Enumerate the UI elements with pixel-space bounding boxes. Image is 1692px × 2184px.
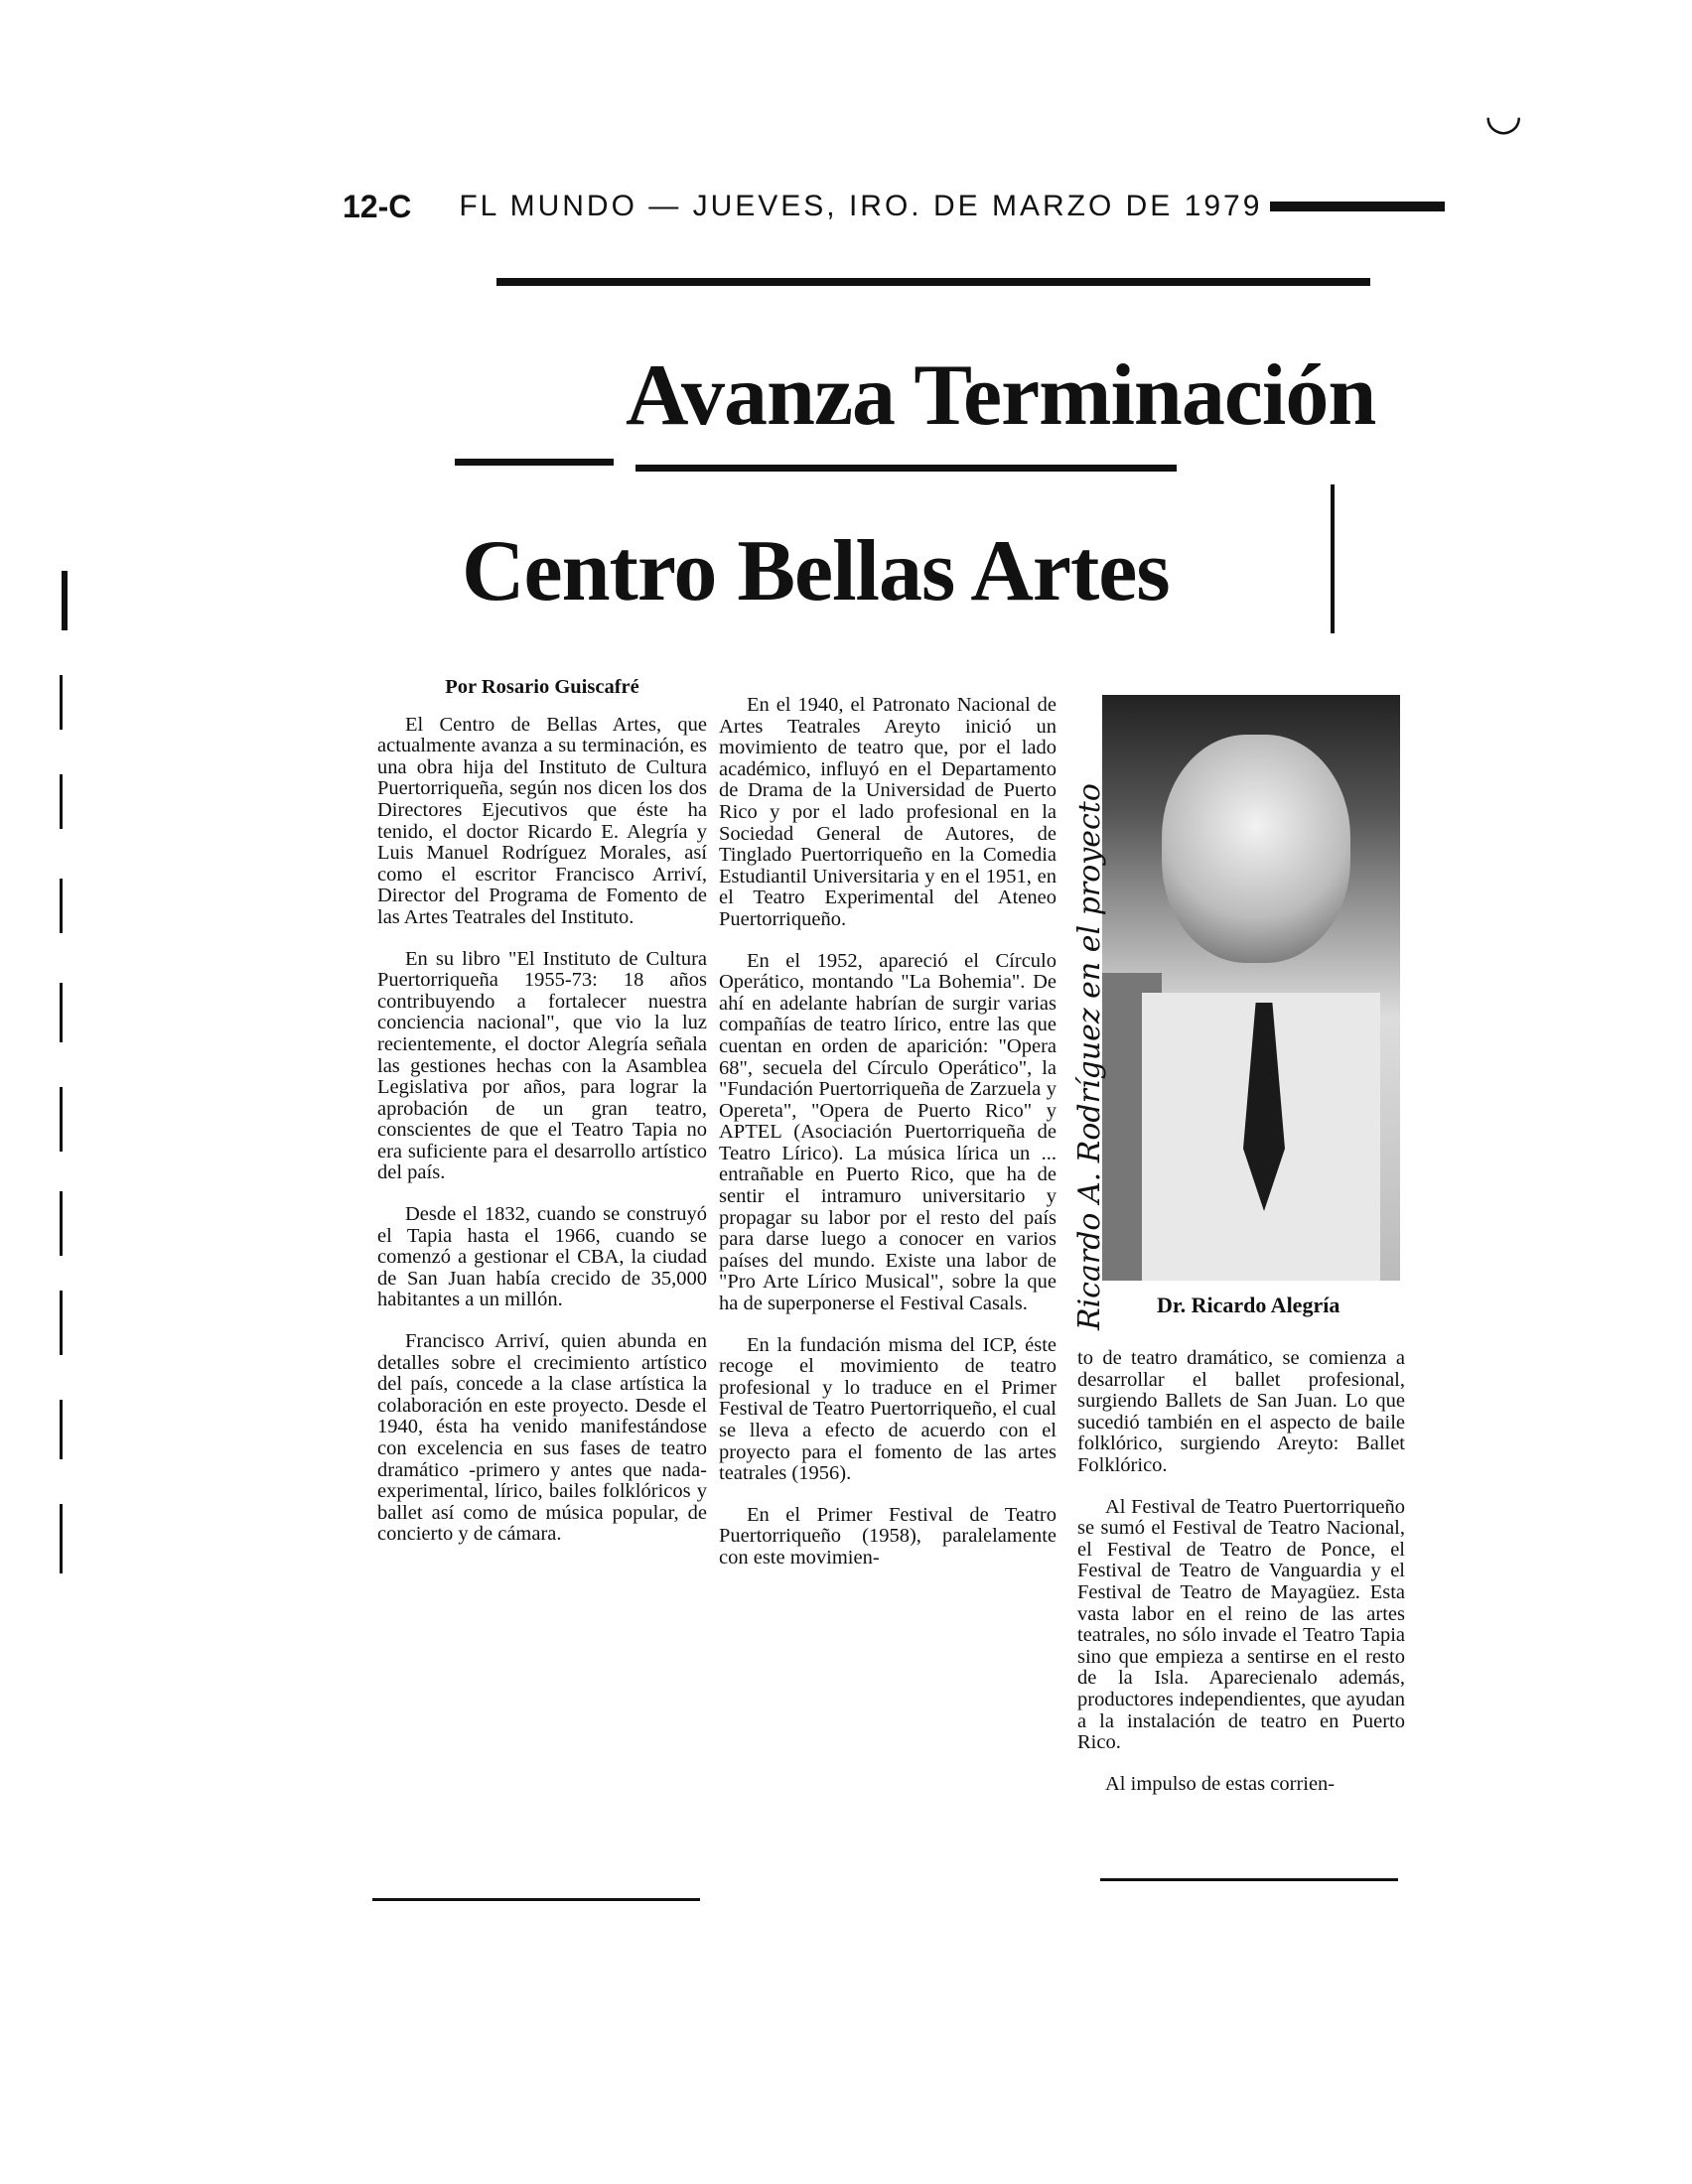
scan-mark <box>60 1087 63 1152</box>
paragraph: En el 1940, el Patronato Nacional de Artes Teatrales Areyto inició un movimiento de teatro que, por el lado académico, influyó en el Departamento de Drama de la Universidad de Puerto Rico y por el lado profesional en la Sociedad General de Autores, de Tinglado Puertorriqueño en la Comedia Estudiantil Universitaria y en el 1951, en el Teatro Experimental del Ateneo Puertorriqueño. <box>719 694 1057 930</box>
paragraph: Al Festival de Teatro Puertorriqueño se sumó el Festival de Teatro Nacional, el Festival de Teatro de Ponce, el Festival de Teatro de Vanguardia y el Festival de Teatro de Mayagüez. Esta vasta labor en el reino de las artes teatrales, no sólo invade el Teatro Tapia sino que empieza a sentirse en el resto de la Isla. Aparecienalo además, productores independientes, que ayudan a la instalación de teatro en Puerto Rico. <box>1077 1495 1405 1754</box>
masthead-title: FL MUNDO — JUEVES, IRO. DE MARZO DE 1979 <box>459 190 1263 222</box>
scan-mark <box>60 879 63 933</box>
scan-mark <box>62 571 68 630</box>
paragraph: Al impulso de estas corrien- <box>1105 1772 1336 1795</box>
paragraph: El Centro de Bellas Artes, que actualmente avanza a su terminación, es una obra hija del Instituto de Cultura Puertorriqueña, según nos dicen los dos Directores Ejecutivos que éste ha tenido, el doctor Ricardo E. Alegría y Luis Manuel Rodríguez Morales, así como el escritor Francisco Arriví, Director del Programa de Fomento de las Artes Teatrales del Instituto. <box>377 713 707 928</box>
scan-mark <box>60 774 63 829</box>
column3-bottom-rule <box>1100 1878 1398 1881</box>
headline-line1: Avanza Terminación <box>626 347 1376 444</box>
scan-mark <box>60 1291 63 1355</box>
page-number: 12-C <box>343 188 412 224</box>
handwritten-note-text: Ricardo A. Rodríguez en el proyecto <box>1072 783 1107 1330</box>
scan-mark <box>60 1400 63 1459</box>
masthead-rule <box>1270 202 1445 211</box>
photo-head <box>1162 735 1350 963</box>
paragraph: Desde el 1832, cuando se construyó el Tapia hasta el 1966, cuando se comenzó a gestionar el CBA, la ciudad de San Juan había crecido de 35,000 habitantes a un millón. <box>377 1203 707 1311</box>
article-column-1 <box>377 677 707 1546</box>
article-column-3 <box>1077 1348 1405 1795</box>
article-column-2 <box>719 695 1057 1570</box>
paragraph: En la fundación misma del ICP, éste recoge el movimiento de teatro profesional y lo traduce en el Primer Festival de Teatro Puertorriqueño, el cual se lleva a efecto de acuerdo con el proyecto para el fomento de las artes teatrales (1956). <box>719 1333 1057 1485</box>
paragraph: Francisco Arriví, quien abunda en detalles sobre el crecimiento artístico del país, concede a la clase artística la colaboración en este proyecto. Desde el 1940, ésta ha venido manifestándose con excelencia en sus fases de teatro dramático -primero y antes que nada-experimental, lírico, bailes folklóricos y ballet así como de música popular, de concierto y de cámara. <box>377 1330 707 1546</box>
smiley-doodle-icon: ◡ <box>1484 89 1523 140</box>
headline-rule-main <box>635 465 1177 472</box>
headline-rule-left <box>455 459 614 466</box>
scan-mark <box>60 1191 63 1256</box>
masthead <box>343 185 1445 228</box>
scan-mark <box>60 675 63 730</box>
paragraph: En su libro "El Instituto de Cultura Puertorriqueña 1955-73: 18 años contribuyendo a fortalecer nuestra conciencia nacional", que vio la luz recientemente, el doctor Alegría señala las gestiones hechas con la Asamblea Legislativa por años, para lograr la aprobación de un gran teatro, conscientes de que el Teatro Tapia no era suficiente para el desarrollo artístico del país. <box>377 947 707 1184</box>
paragraph: En el Primer Festival de Teatro Puertorriqueño (1958), paralelamente con este movimien- <box>719 1503 1057 1569</box>
handwritten-note <box>1072 783 1112 1330</box>
byline: Por Rosario Guiscafré <box>445 676 639 698</box>
headline-line2: Centro Bellas Artes <box>462 523 1170 619</box>
scan-mark <box>60 983 63 1042</box>
column1-bottom-rule <box>372 1898 700 1901</box>
photo-caption: Dr. Ricardo Alegría <box>1157 1293 1340 1317</box>
top-divider <box>496 278 1370 286</box>
headline-side-bar <box>1331 484 1335 633</box>
scan-mark <box>60 1504 63 1573</box>
paragraph: En el 1952, apareció el Círculo Operático, montando "La Bohemia". De ahí en adelante habrían de surgir varias compañías de teatro lírico, entre las que cuentan en orden de aparición: "Opera 68", secuela del Círculo Operático", la "Fundación Puertorriqueña de Zarzuela y Opereta", "Opera de Puerto Rico" y APTEL (Asociación Puertorriqueña de Teatro Lírico). La música lírica un ... entrañable en Puerto Rico, que ha de sentir el intramuro universitario y propagar su labor por el resto del país para darse luego a conocer en varios países del mundo. Existe una labor de "Pro Arte Lírico Musical", sobre la que ha de superponerse el Festival Casals. <box>719 949 1057 1315</box>
paragraph: to de teatro dramático, se comienza a desarrollar el ballet profesional, surgiendo Ballets de San Juan. Lo que sucedió también en el aspecto de baile folklórico, surgiendo Areyto: Ballet Folklórico. <box>1077 1347 1405 1476</box>
portrait-photo <box>1102 695 1400 1281</box>
